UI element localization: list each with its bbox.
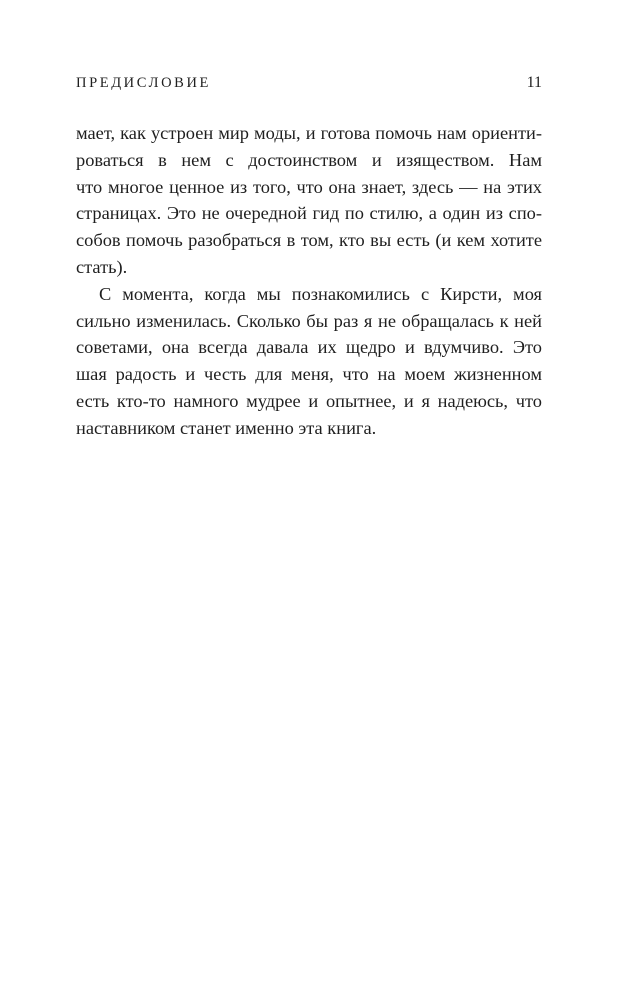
text-line: мает, как устроен мир моды, и готова помочь нам ориенти-: [76, 123, 542, 143]
page-header: [76, 74, 542, 94]
body-text: [76, 120, 542, 442]
text-line: наставником станет именно эта книга.: [76, 417, 377, 438]
text-line: стать).: [76, 256, 128, 277]
running-head: ПРЕДИСЛОВИЕ: [76, 75, 211, 91]
page-number: 11: [526, 74, 542, 91]
text-line: собов помочь разобраться в том, кто вы есть (и кем хотите: [76, 230, 542, 251]
text-line: шая радость и честь для меня, что на моем жизненном: [76, 364, 542, 385]
text-line: советами, она всегда давала их щедро и вдумчиво. Это: [76, 337, 542, 358]
text-line: что многое ценное из того, что она знает, здесь — на этих: [76, 176, 542, 197]
paragraph-1: [76, 120, 542, 281]
text-line: С момента, когда мы познакомились с Кирсти, моя: [99, 283, 542, 304]
paragraph-2: [76, 281, 542, 442]
text-line: роваться в нем с достоинством и изяществом. Нам: [76, 149, 542, 170]
text-line: страницах. Это не очередной гид по стилю, а один из спо-: [76, 203, 542, 224]
text-line: сильно изменилась. Сколько бы раз я не обращалась к ней: [76, 310, 542, 331]
text-line: есть кто-то намного мудрее и опытнее, и я надеюсь, что: [76, 390, 542, 411]
